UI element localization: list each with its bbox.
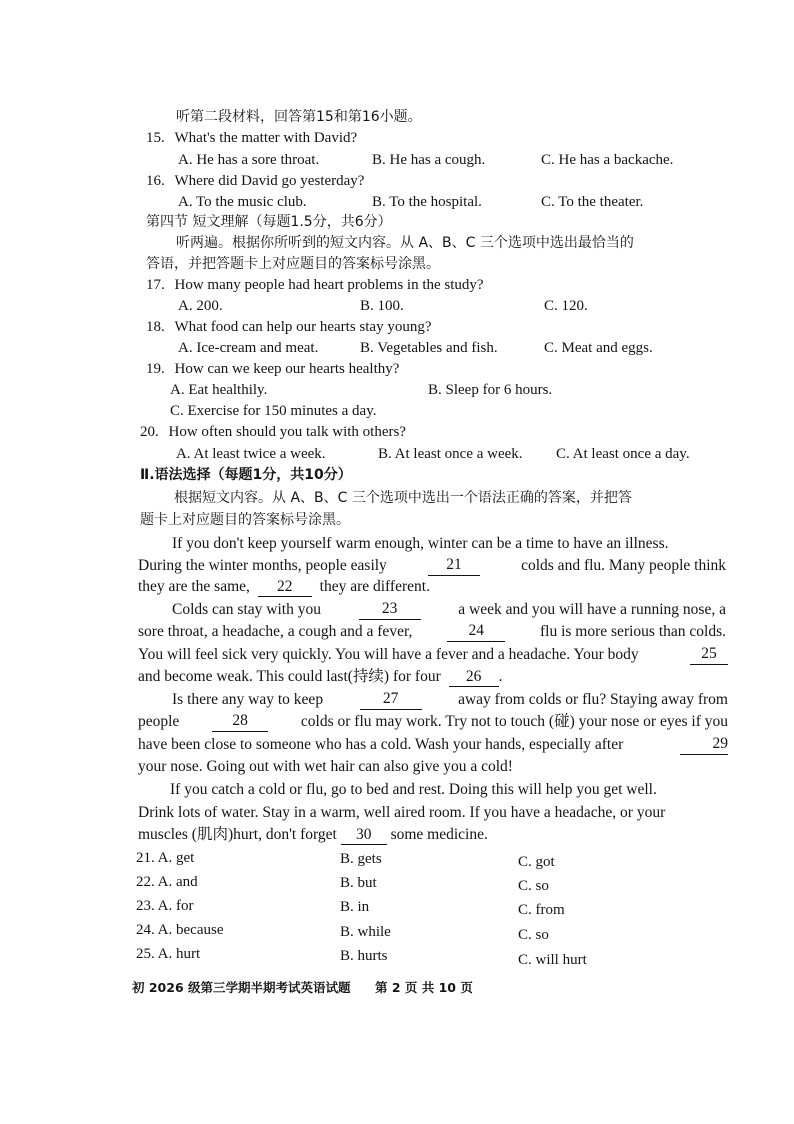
q17-option-a: A. 200.	[178, 298, 223, 314]
passage-p2-line-4	[138, 667, 503, 687]
text: Colds can stay with you	[172, 601, 321, 618]
q17-option-b: B. 100.	[360, 298, 404, 314]
text: a week and you will have a running nose, a	[458, 601, 726, 618]
text: colds or flu may work. Try not to touch (碰) your nose or eyes if you	[300, 713, 728, 730]
option-23-a: 23. A. for	[136, 898, 194, 914]
text: people	[138, 713, 180, 730]
passage-p2-line-1	[172, 600, 726, 620]
text: some medicine.	[390, 826, 488, 843]
question-20	[140, 422, 406, 442]
question-number: 20.	[140, 424, 159, 440]
question-number: 19.	[146, 361, 165, 377]
question-number: 15.	[146, 130, 165, 146]
option-22-b: B. but	[340, 875, 377, 891]
option-23-b: B. in	[340, 899, 370, 915]
passage-p3-line-2	[138, 712, 728, 732]
q16-option-b: B. To the hospital.	[372, 194, 482, 210]
section-4-instructions-1: 听两遍。根据你所听到的短文内容。从 A、B、C 三个选项中选出最恰当的	[176, 235, 634, 251]
question-number: 16.	[146, 173, 165, 189]
text: If you catch a cold or flu, go to bed and rest. Doing this will help you get well.	[170, 781, 657, 798]
blank-23: 23	[359, 600, 421, 620]
text: have been close to someone who has a cold. Wash your hands, especially after	[138, 736, 624, 753]
text: During the winter months, people easily	[138, 557, 387, 574]
q15-option-b: B. He has a cough.	[372, 152, 486, 168]
option-21-b: B. gets	[340, 851, 382, 867]
listening-intro-2: 听第二段材料，回答第15和第16小题。	[176, 109, 422, 125]
text: flu is more serious than colds.	[540, 623, 726, 640]
passage-p2-line-3	[138, 645, 728, 665]
passage-p1-line-2	[138, 556, 726, 576]
passage-p1-line-1	[172, 534, 726, 554]
option-24-b: B. while	[340, 924, 391, 940]
q18-option-b: B. Vegetables and fish.	[360, 340, 498, 356]
q17-option-c: C. 120.	[544, 298, 588, 314]
option-21-c: C. got	[518, 854, 555, 870]
blank-21: 21	[428, 556, 480, 576]
option-22-a: 22. A. and	[136, 874, 198, 890]
q15-option-a: A. He has a sore throat.	[178, 152, 320, 168]
q15-option-c: C. He has a backache.	[541, 152, 674, 168]
text: .	[498, 668, 503, 685]
question-text: What food can help our hearts stay young?	[174, 319, 432, 335]
q19-option-b: B. Sleep for 6 hours.	[428, 382, 553, 398]
text: Drink lots of water. Stay in a warm, well aired room. If you have a headache, or your	[138, 804, 666, 821]
grammar-instructions-2: 题卡上对应题目的答案标号涂黑。	[140, 512, 350, 528]
blank-30: 30	[341, 826, 387, 845]
passage-p4-line-1	[170, 780, 728, 800]
text: If you don't keep yourself warm enough, winter can be a time to have an illness.	[172, 535, 669, 552]
text: Is there any way to keep	[172, 691, 324, 708]
question-text: How can we keep our hearts healthy?	[174, 361, 400, 377]
grammar-instructions-1: 根据短文内容。从 A、B、C 三个选项中选出一个语法正确的答案，并把答	[174, 490, 632, 506]
section-4-instructions-2: 答语，并把答题卡上对应题目的答案标号涂黑。	[146, 256, 440, 272]
q18-option-a: A. Ice-cream and meat.	[178, 340, 319, 356]
text: they are the same,	[138, 578, 250, 595]
option-25-c: C. will hurt	[518, 952, 587, 968]
question-17	[146, 275, 484, 295]
blank-25: 25	[690, 645, 728, 665]
text: away from colds or flu? Staying away from	[458, 691, 728, 708]
text: colds and flu. Many people think	[521, 557, 726, 574]
option-23-c: C. from	[518, 902, 565, 918]
blank-28: 28	[212, 712, 268, 732]
text: they are different.	[319, 578, 430, 595]
question-16	[146, 171, 364, 191]
q20-option-a: A. At least twice a week.	[176, 446, 326, 462]
grammar-section-title: Ⅱ.语法选择（每题1分，共10分）	[140, 467, 352, 483]
q19-option-a: A. Eat healthily.	[170, 382, 268, 398]
question-text: How many people had heart problems in the study?	[174, 277, 484, 293]
footer-exam-title: 初 2026 级第三学期半期考试英语试题	[132, 980, 351, 995]
passage-p3-line-4: your nose. Going out with wet hair can also give you a cold!	[138, 758, 513, 775]
question-number: 17.	[146, 277, 165, 293]
text: muscles (肌肉)hurt, don't forget	[138, 826, 337, 843]
question-18	[146, 317, 432, 337]
question-text: Where did David go yesterday?	[174, 173, 365, 189]
passage-p4-line-3	[138, 825, 488, 845]
q16-option-c: C. To the theater.	[541, 194, 644, 210]
q20-option-c: C. At least once a day.	[556, 446, 690, 462]
blank-24: 24	[447, 622, 505, 642]
question-text: How often should you talk with others?	[168, 424, 406, 440]
option-25-a: 25. A. hurt	[136, 946, 201, 962]
footer-page-number: 第 2 页 共 10 页	[375, 980, 473, 995]
passage-p2-line-2	[138, 622, 726, 642]
blank-29: 29	[680, 735, 728, 755]
q20-option-b: B. At least once a week.	[378, 446, 523, 462]
blank-27: 27	[360, 690, 422, 710]
option-22-c: C. so	[518, 878, 549, 894]
blank-26: 26	[449, 668, 499, 687]
q19-option-c: C. Exercise for 150 minutes a day.	[170, 403, 377, 419]
option-25-b: B. hurts	[340, 948, 388, 964]
passage-p3-line-3	[138, 735, 728, 755]
question-19	[146, 359, 399, 379]
question-15	[146, 128, 357, 148]
section-4-title: 第四节 短文理解（每题1.5分，共6分）	[146, 214, 392, 230]
blank-22: 22	[258, 578, 312, 597]
option-24-a: 24. A. because	[136, 922, 224, 938]
option-24-c: C. so	[518, 927, 549, 943]
text: You will feel sick very quickly. You will have a fever and a headache. Your body	[138, 646, 639, 663]
passage-p1-line-3	[138, 577, 430, 597]
passage-p4-line-2	[138, 803, 734, 823]
passage-p3-line-1	[172, 690, 728, 710]
option-21-a: 21. A. get	[136, 850, 195, 866]
text: and become weak. This could last(持续) for four	[138, 668, 441, 685]
text: sore throat, a headache, a cough and a fever,	[138, 623, 413, 640]
q18-option-c: C. Meat and eggs.	[544, 340, 653, 356]
question-text: What's the matter with David?	[174, 130, 358, 146]
question-number: 18.	[146, 319, 165, 335]
q16-option-a: A. To the music club.	[178, 194, 307, 210]
